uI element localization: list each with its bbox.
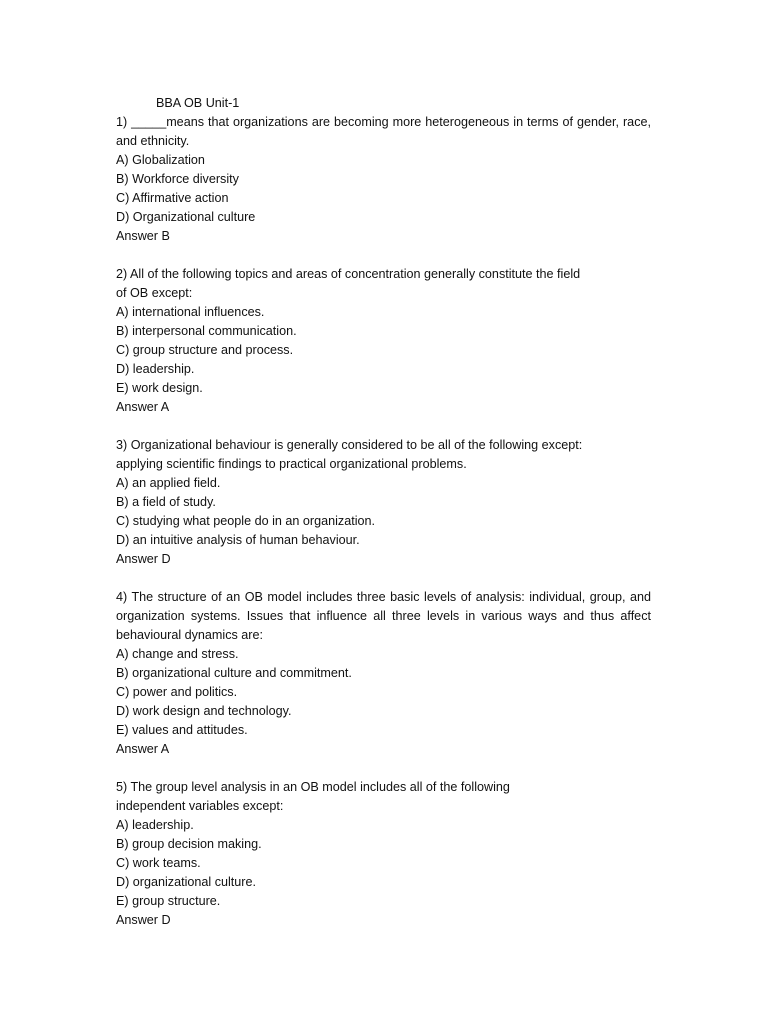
answer-line: Answer B — [116, 229, 170, 243]
option-c: C) group structure and process. — [116, 343, 294, 357]
option-b: B) interpersonal communication. — [116, 324, 297, 338]
option-e: E) group structure. — [116, 894, 221, 908]
document-title: BBA OB Unit-1 — [156, 96, 240, 110]
option-b: B) group decision making. — [116, 837, 262, 851]
option-list — [116, 303, 651, 398]
option-e: E) work design. — [116, 381, 203, 395]
answer-line: Answer A — [116, 400, 170, 414]
option-a: A) change and stress. — [116, 647, 239, 661]
document-content — [116, 94, 651, 949]
question-text: 5) The group level analysis in an OB model includes all of the following independent variables except: — [116, 780, 510, 813]
option-d: D) work design and technology. — [116, 704, 292, 718]
answer-line: Answer D — [116, 913, 171, 927]
question-text: 2) All of the following topics and areas of concentration generally constitute the field of OB except: — [116, 267, 581, 300]
option-a: A) an applied field. — [116, 476, 221, 490]
option-c: C) power and politics. — [116, 685, 238, 699]
question-text: 1) _____means that organizations are becoming more heterogeneous in terms of gender, race, and ethnicity. — [116, 115, 651, 148]
option-d: D) leadership. — [116, 362, 195, 376]
option-d: D) Organizational culture — [116, 210, 256, 224]
question-text: 3) Organizational behaviour is generally considered to be all of the following except: applying scientific findings to practical organizational problems. — [116, 438, 583, 471]
option-d: D) organizational culture. — [116, 875, 257, 889]
question-2 — [116, 265, 651, 417]
question-5 — [116, 778, 651, 930]
option-b: B) a field of study. — [116, 495, 216, 509]
option-a: A) leadership. — [116, 818, 194, 832]
option-e: E) values and attitudes. — [116, 723, 248, 737]
option-c: C) work teams. — [116, 856, 201, 870]
option-b: B) organizational culture and commitment. — [116, 666, 352, 680]
answer-line: Answer A — [116, 742, 170, 756]
answer-line: Answer D — [116, 552, 171, 566]
option-b: B) Workforce diversity — [116, 172, 239, 186]
option-list — [116, 816, 651, 911]
option-a: A) international influences. — [116, 305, 265, 319]
option-list — [116, 151, 651, 227]
option-list — [116, 645, 651, 740]
option-c: C) Affirmative action — [116, 191, 229, 205]
option-list — [116, 474, 651, 550]
option-d: D) an intuitive analysis of human behaviour. — [116, 533, 360, 547]
option-a: A) Globalization — [116, 153, 205, 167]
option-c: C) studying what people do in an organization. — [116, 514, 376, 528]
question-3 — [116, 436, 651, 569]
question-4 — [116, 588, 651, 759]
question-text: 4) The structure of an OB model includes three basic levels of analysis: individual, group, and organization systems. Issues that influence all three levels in various ways and thus affect behavioural dynamics are: — [116, 590, 651, 642]
question-1 — [116, 113, 651, 246]
